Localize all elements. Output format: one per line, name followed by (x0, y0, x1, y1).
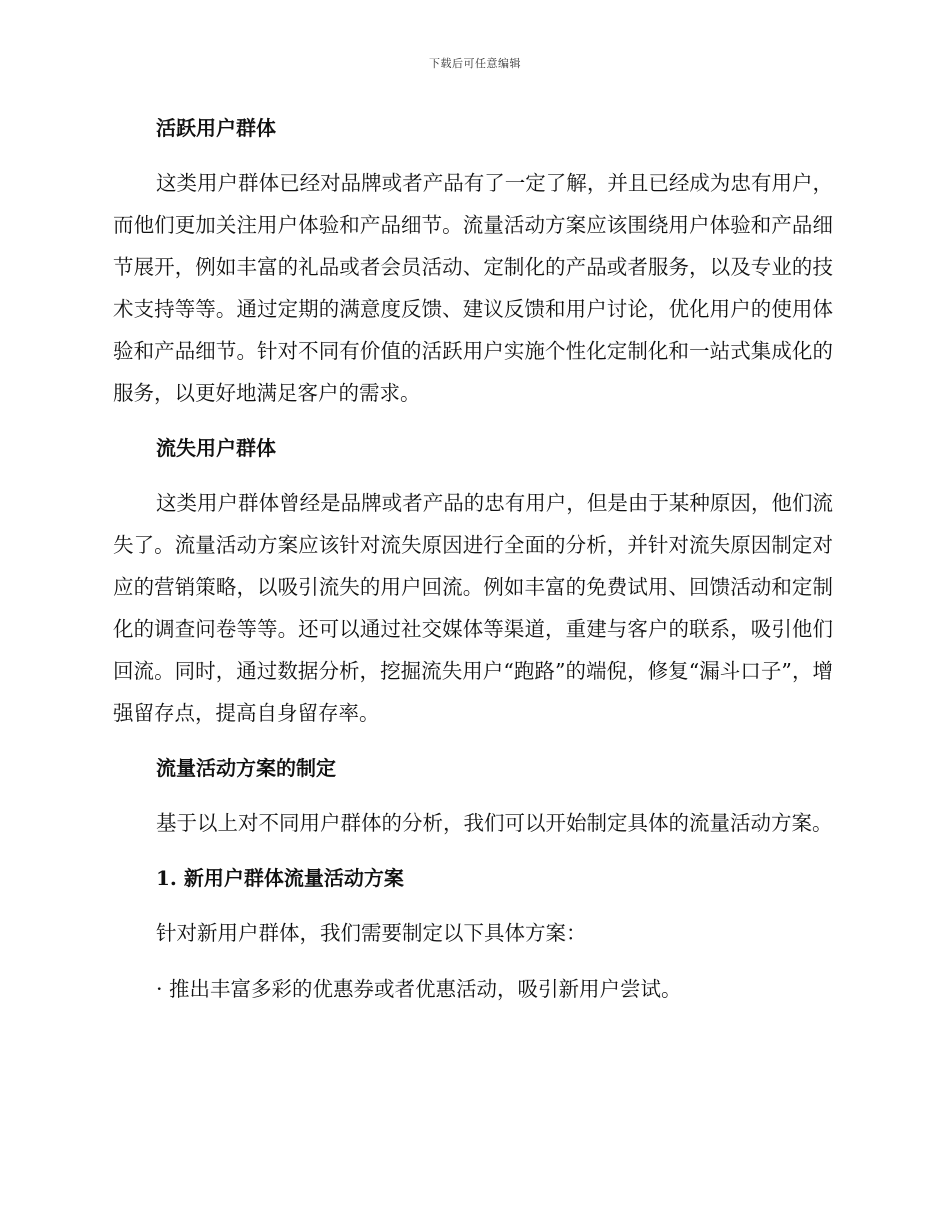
section-paragraph-plan-making: 基于以上对不同用户群体的分析，我们可以开始制定具体的流量活动方案。 (156, 811, 833, 835)
section-paragraph-lost-users: 这类用户群体曾经是品牌或者产品的忠有用户，但是由于某种原因，他们流失了。流量活动方案应该针对流失原因进行全面的分析，并针对流失原因制定对应的营销策略，以吸引流失的用户回流。例如丰富的免费试用、回馈活动和定制化的调查问卷等等。还可以通过社交媒体等渠道，重建与客户的联系，吸引他们回流。同时，通过数据分析，挖掘流失用户“跑路”的端倪，修复“漏斗口子”，增强留存点，提高自身留存率。 (113, 491, 833, 725)
document-body (113, 108, 833, 1010)
section-heading-new-users-plan: 1. 新用户群体流量活动方案 (156, 866, 404, 890)
section-paragraph-new-users-plan: 针对新用户群体，我们需要制定以下具体方案： (156, 921, 587, 945)
section-heading-lost-users: 流失用户群体 (156, 436, 276, 460)
page-header: 下载后可任意编辑 (429, 57, 521, 70)
section-paragraph-active-users: 这类用户群体已经对品牌或者产品有了一定了解，并且已经成为忠有用户，而他们更加关注用户体验和产品细节。流量活动方案应该围绕用户体验和产品细节展开，例如丰富的礼品或者会员活动、定制化的产品或者服务，以及专业的技术支持等等。通过定期的满意度反馈、建议反馈和用户讨论，优化用户的使用体验和产品细节。针对不同有价值的活跃用户实施个性化定制化和一站式集成化的服务，以更好地满足客户的需求。 (113, 171, 833, 405)
section-heading-active-users: 活跃用户群体 (156, 116, 276, 140)
section-heading-plan-making: 流量活动方案的制定 (156, 756, 336, 780)
bullet-item: · 推出丰富多彩的优惠券或者优惠活动，吸引新用户尝试。 (156, 977, 682, 1001)
